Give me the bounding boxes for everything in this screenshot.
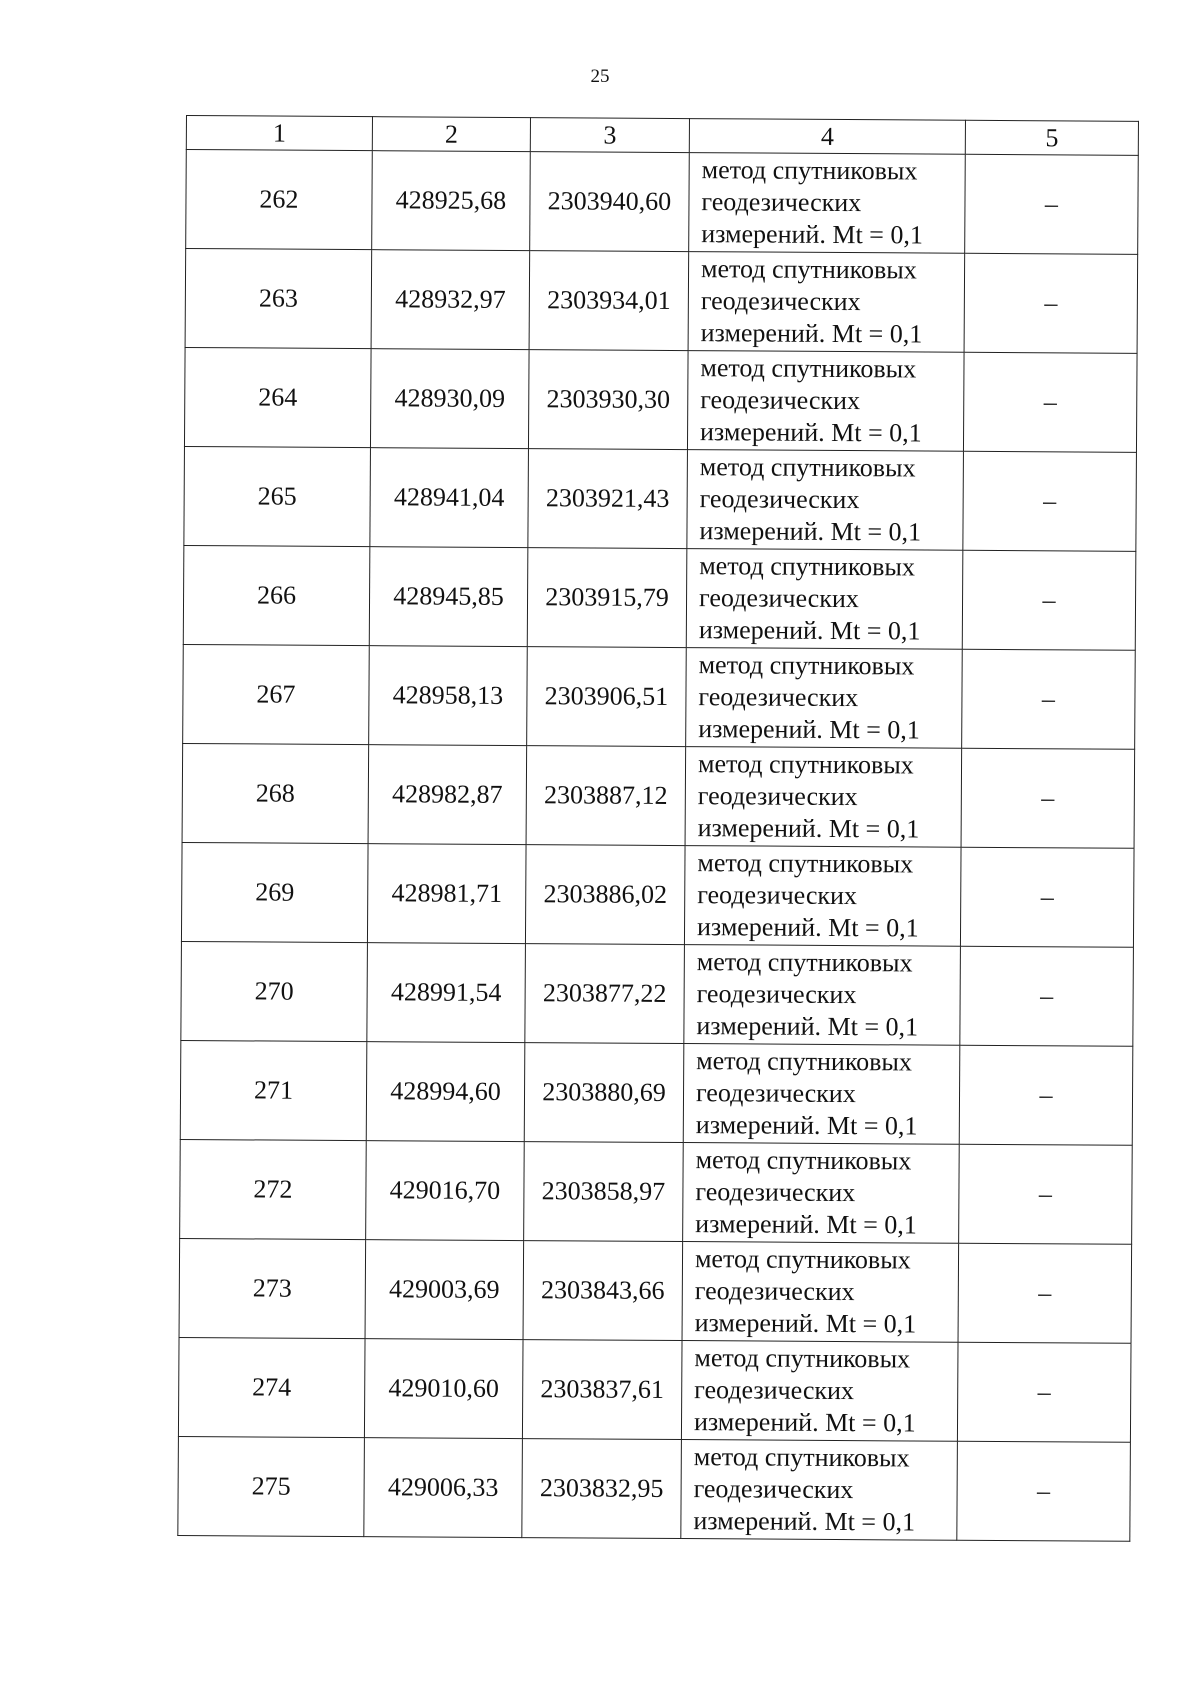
column-header-4: 4 bbox=[689, 119, 965, 155]
point-number-cell: 270 bbox=[181, 941, 368, 1041]
y-coordinate-cell: 2303886,02 bbox=[525, 845, 685, 945]
table-row bbox=[180, 1040, 1133, 1145]
method-cell bbox=[684, 846, 961, 947]
point-number-cell: 275 bbox=[178, 1436, 365, 1536]
method-line: геодезических bbox=[697, 880, 858, 911]
table-row bbox=[178, 1337, 1131, 1442]
note-cell: – bbox=[964, 253, 1138, 353]
table-row bbox=[182, 743, 1135, 848]
note-cell: – bbox=[965, 154, 1139, 254]
method-line: геодезических bbox=[701, 187, 862, 218]
method-cell bbox=[687, 351, 964, 452]
table-row bbox=[181, 842, 1134, 947]
y-coordinate-cell: 2303940,60 bbox=[530, 152, 690, 252]
y-coordinate-cell: 2303837,61 bbox=[522, 1340, 682, 1440]
method-line: геодезических bbox=[698, 583, 859, 614]
column-header-5: 5 bbox=[965, 120, 1138, 155]
y-coordinate-cell: 2303906,51 bbox=[527, 647, 687, 747]
method-line: метод спутниковых bbox=[697, 749, 914, 780]
method-line: метод спутниковых bbox=[701, 155, 918, 186]
method-line: измерений. Mt = 0,1 bbox=[695, 1110, 918, 1141]
method-line: геодезических bbox=[700, 286, 861, 317]
note-cell: – bbox=[958, 1243, 1132, 1343]
note-cell: – bbox=[959, 1045, 1133, 1145]
method-line: метод спутниковых bbox=[700, 254, 917, 285]
method-line: геодезических bbox=[693, 1474, 854, 1505]
method-line: измерений. Mt = 0,1 bbox=[700, 318, 923, 349]
table-row bbox=[184, 347, 1137, 452]
table-row bbox=[183, 644, 1136, 749]
method-line: измерений. Mt = 0,1 bbox=[698, 714, 920, 745]
method-line: метод спутниковых bbox=[693, 1442, 910, 1473]
note-cell: – bbox=[960, 847, 1134, 947]
note-cell: – bbox=[961, 748, 1135, 848]
method-line: измерений. Mt = 0,1 bbox=[693, 1407, 916, 1438]
y-coordinate-cell: 2303858,97 bbox=[524, 1142, 684, 1242]
method-line: измерений. Mt = 0,1 bbox=[701, 219, 923, 250]
note-cell: – bbox=[960, 946, 1134, 1046]
point-number-cell: 264 bbox=[184, 347, 371, 447]
point-number-cell: 268 bbox=[182, 743, 369, 843]
x-coordinate-cell: 429016,70 bbox=[366, 1141, 525, 1241]
x-coordinate-cell: 428958,13 bbox=[369, 646, 528, 746]
method-cell bbox=[683, 1044, 960, 1145]
method-line: измерений. Mt = 0,1 bbox=[694, 1308, 917, 1339]
method-line: измерений. Mt = 0,1 bbox=[693, 1506, 916, 1537]
table-row bbox=[181, 941, 1134, 1046]
x-coordinate-cell: 428991,54 bbox=[367, 943, 526, 1043]
table-body bbox=[178, 150, 1138, 1542]
y-coordinate-cell: 2303877,22 bbox=[525, 944, 685, 1044]
note-cell: – bbox=[962, 649, 1136, 749]
method-line: метод спутниковых bbox=[699, 551, 916, 582]
note-cell: – bbox=[962, 550, 1136, 650]
point-number-cell: 272 bbox=[180, 1139, 367, 1239]
method-line: метод спутниковых bbox=[698, 650, 915, 681]
table-row bbox=[179, 1238, 1132, 1343]
method-cell bbox=[682, 1242, 959, 1343]
y-coordinate-cell: 2303921,43 bbox=[528, 449, 688, 549]
method-line: метод спутниковых bbox=[700, 353, 917, 384]
method-line: геодезических bbox=[698, 682, 859, 713]
method-cell bbox=[686, 648, 963, 749]
method-line: измерений. Mt = 0,1 bbox=[698, 615, 921, 646]
method-line: измерений. Mt = 0,1 bbox=[696, 1011, 919, 1042]
table-header-row bbox=[186, 116, 1138, 156]
method-line: геодезических bbox=[694, 1375, 855, 1406]
method-line: геодезических bbox=[696, 979, 857, 1010]
x-coordinate-cell: 428925,68 bbox=[372, 151, 531, 251]
coordinates-table bbox=[177, 115, 1139, 1542]
column-header-2: 2 bbox=[372, 117, 530, 152]
table-row bbox=[178, 1436, 1131, 1541]
method-line: метод спутниковых bbox=[697, 848, 914, 879]
column-header-1: 1 bbox=[186, 116, 372, 151]
method-line: геодезических bbox=[695, 1177, 856, 1208]
note-cell: – bbox=[963, 352, 1137, 452]
method-line: геодезических bbox=[697, 781, 858, 812]
point-number-cell: 273 bbox=[179, 1238, 366, 1338]
method-line: геодезических bbox=[700, 385, 861, 416]
x-coordinate-cell: 428930,09 bbox=[370, 349, 529, 449]
x-coordinate-cell: 428982,87 bbox=[368, 745, 527, 845]
note-cell: – bbox=[957, 1342, 1131, 1442]
method-cell bbox=[681, 1440, 958, 1541]
method-line: измерений. Mt = 0,1 bbox=[699, 516, 922, 547]
note-cell: – bbox=[957, 1441, 1131, 1541]
x-coordinate-cell: 429010,60 bbox=[364, 1339, 523, 1439]
table-row bbox=[184, 446, 1137, 551]
note-cell: – bbox=[963, 451, 1137, 551]
point-number-cell: 266 bbox=[183, 545, 370, 645]
method-line: метод спутниковых bbox=[696, 1046, 913, 1077]
y-coordinate-cell: 2303843,66 bbox=[523, 1241, 683, 1341]
y-coordinate-cell: 2303915,79 bbox=[527, 548, 687, 648]
y-coordinate-cell: 2303880,69 bbox=[524, 1043, 684, 1143]
method-line: геодезических bbox=[699, 484, 860, 515]
method-line: измерений. Mt = 0,1 bbox=[699, 417, 922, 448]
method-cell bbox=[689, 153, 966, 254]
method-cell bbox=[685, 747, 962, 848]
method-line: измерений. Mt = 0,1 bbox=[697, 813, 920, 844]
y-coordinate-cell: 2303934,01 bbox=[529, 251, 689, 351]
table-row bbox=[186, 150, 1139, 255]
method-line: метод спутниковых bbox=[694, 1343, 911, 1374]
method-cell bbox=[687, 450, 964, 551]
point-number-cell: 262 bbox=[186, 150, 373, 250]
point-number-cell: 265 bbox=[184, 446, 371, 546]
point-number-cell: 263 bbox=[185, 249, 372, 349]
note-cell: – bbox=[959, 1144, 1133, 1244]
x-coordinate-cell: 428941,04 bbox=[370, 448, 529, 548]
method-cell bbox=[684, 945, 961, 1046]
y-coordinate-cell: 2303930,30 bbox=[528, 350, 688, 450]
method-line: геодезических bbox=[695, 1078, 856, 1109]
table-row bbox=[185, 249, 1138, 354]
x-coordinate-cell: 428945,85 bbox=[369, 547, 528, 647]
table-row bbox=[180, 1139, 1133, 1244]
x-coordinate-cell: 428994,60 bbox=[366, 1042, 525, 1142]
y-coordinate-cell: 2303832,95 bbox=[522, 1439, 682, 1539]
method-cell bbox=[686, 549, 963, 650]
point-number-cell: 271 bbox=[180, 1040, 367, 1140]
point-number-cell: 274 bbox=[178, 1337, 365, 1437]
method-line: метод спутниковых bbox=[694, 1244, 911, 1275]
method-cell bbox=[688, 252, 965, 353]
point-number-cell: 269 bbox=[181, 842, 368, 942]
table-row bbox=[183, 545, 1136, 650]
x-coordinate-cell: 428932,97 bbox=[371, 250, 530, 350]
page-number: 25 bbox=[590, 66, 610, 87]
method-line: метод спутниковых bbox=[695, 1145, 912, 1176]
method-line: метод спутниковых bbox=[699, 452, 916, 483]
x-coordinate-cell: 429006,33 bbox=[364, 1438, 523, 1538]
method-cell bbox=[681, 1341, 958, 1442]
column-header-3: 3 bbox=[530, 118, 689, 153]
method-line: измерений. Mt = 0,1 bbox=[696, 912, 919, 943]
x-coordinate-cell: 428981,71 bbox=[367, 844, 526, 944]
point-number-cell: 267 bbox=[183, 644, 370, 744]
method-cell bbox=[683, 1143, 960, 1244]
method-line: геодезических bbox=[694, 1276, 855, 1307]
x-coordinate-cell: 429003,69 bbox=[365, 1240, 524, 1340]
method-line: метод спутниковых bbox=[696, 947, 913, 978]
y-coordinate-cell: 2303887,12 bbox=[526, 746, 686, 846]
method-line: измерений. Mt = 0,1 bbox=[695, 1209, 917, 1240]
